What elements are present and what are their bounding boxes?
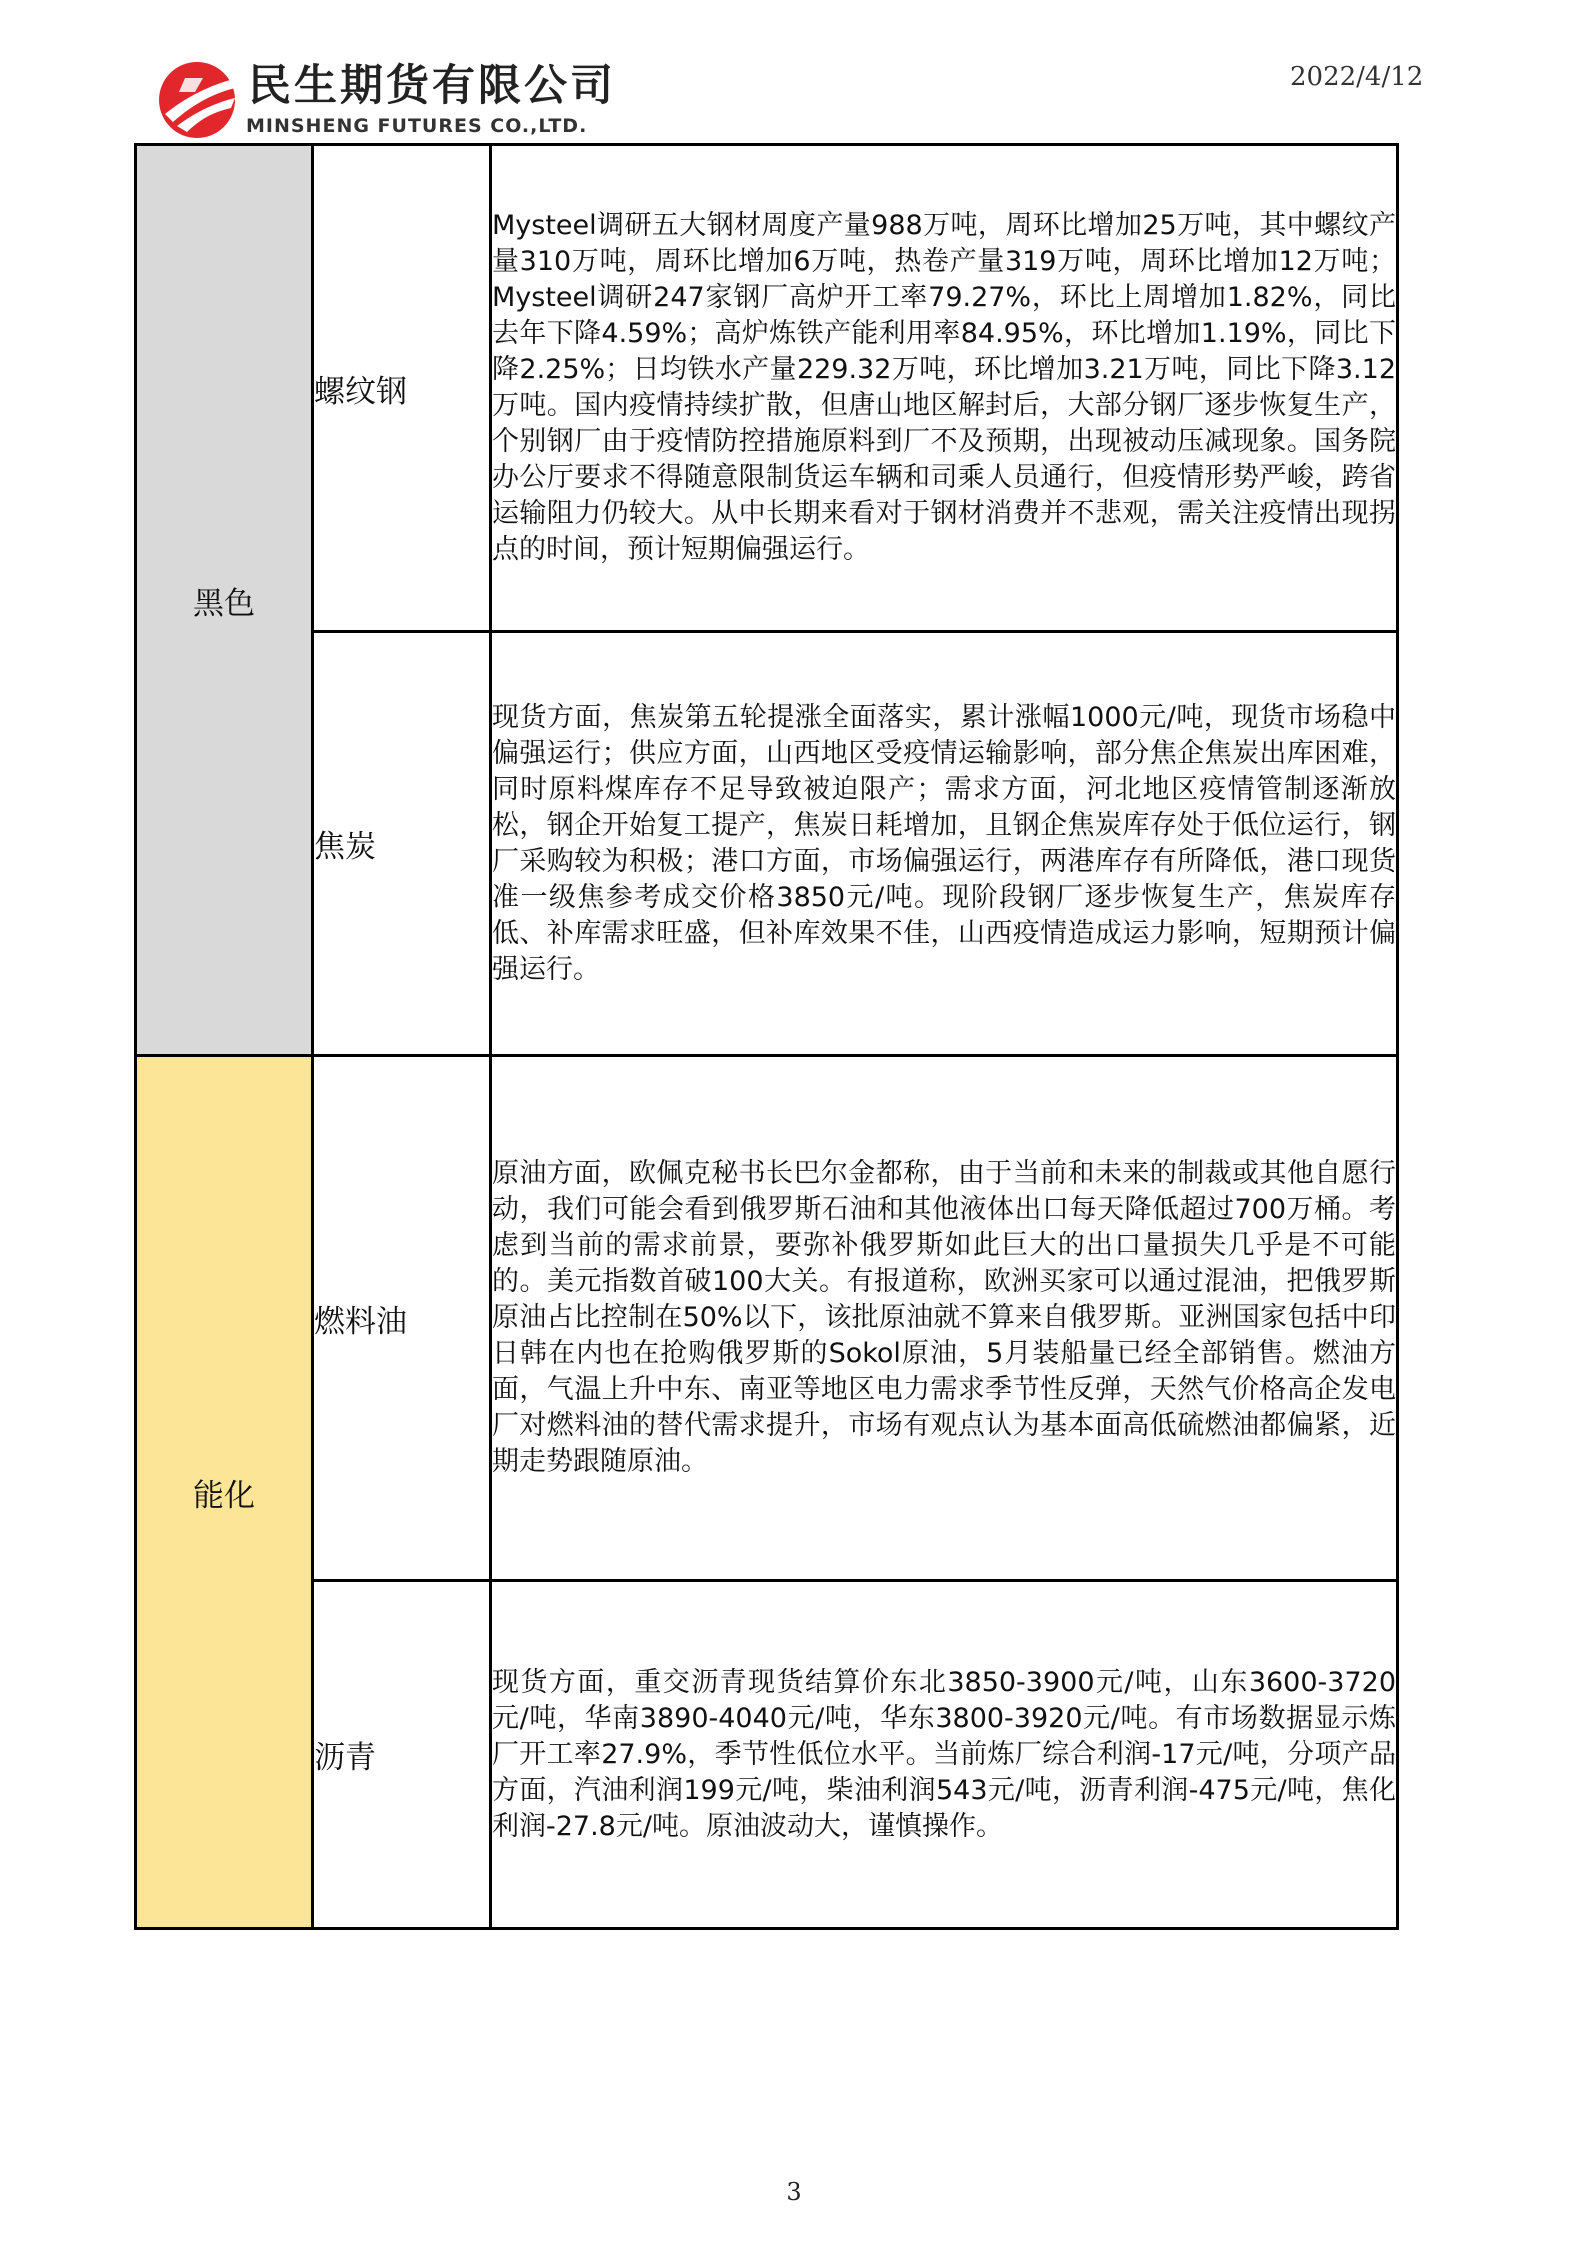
product-name: 螺纹钢 xyxy=(313,145,491,632)
commodity-report-table xyxy=(134,143,1399,1930)
product-analysis: 原油方面，欧佩克秘书长巴尔金都称，由于当前和未来的制裁或其他自愿行动，我们可能会看到俄罗斯石油和其他液体出口每天降低超过700万桶。考虑到当前的需求前景，要弥补俄罗斯如此巨大的出口量损失几乎是不可能的。美元指数首破100大关。有报道称，欧洲买家可以通过混油，把俄罗斯原油占比控制在50%以下，该批原油就不算来自俄罗斯。亚洲国家包括中印日韩在内也在抢购俄罗斯的Sokol原油，5月装船量已经全部销售。燃油方面，气温上升中东、南亚等地区电力需求季节性反弹，天然气价格高企发电厂对燃料油的替代需求提升，市场有观点认为基本面高低硫燃油都偏紧，近期走势跟随原油。 xyxy=(491,1056,1398,1581)
product-name: 燃料油 xyxy=(313,1056,491,1581)
product-name: 焦炭 xyxy=(313,632,491,1056)
table-row xyxy=(136,632,1398,1056)
page-number: 3 xyxy=(786,2178,802,2206)
page-header xyxy=(0,0,1588,140)
category-cell: 黑色 xyxy=(136,145,313,1056)
product-analysis: 现货方面，焦炭第五轮提涨全面落实，累计涨幅1000元/吨，现货市场稳中偏强运行；供应方面，山西地区受疫情运输影响，部分焦企焦炭出库困难，同时原料煤库存不足导致被迫限产；需求方面，河北地区疫情管制逐渐放松，钢企开始复工提产，焦炭日耗增加，且钢企焦炭库存处于低位运行，钢厂采购较为积极；港口方面，市场偏强运行，两港库存有所降低，港口现货准一级焦参考成交价格3850元/吨。现阶段钢厂逐步恢复生产，焦炭库存低、补库需求旺盛，但补库效果不佳，山西疫情造成运力影响，短期预计偏强运行。 xyxy=(491,632,1398,1056)
company-logo xyxy=(155,58,635,142)
minsheng-logo-icon xyxy=(155,58,243,142)
product-name: 沥青 xyxy=(313,1581,491,1929)
table-row xyxy=(136,145,1398,632)
table-row xyxy=(136,1581,1398,1929)
product-analysis: 现货方面，重交沥青现货结算价东北3850-3900元/吨，山东3600-3720元/吨，华南3890-4040元/吨，华东3800-3920元/吨。有市场数据显示炼厂开工率27.9%，季节性低位水平。当前炼厂综合利润-17元/吨，分项产品方面，汽油利润199元/吨，柴油利润543元/吨，沥青利润-475元/吨，焦化利润-27.8元/吨。原油波动大，谨慎操作。 xyxy=(491,1581,1398,1929)
table-row xyxy=(136,1056,1398,1581)
report-date: 2022/4/12 xyxy=(1290,62,1424,92)
category-cell: 能化 xyxy=(136,1056,313,1929)
product-analysis: Mysteel调研五大钢材周度产量988万吨，周环比增加25万吨，其中螺纹产量310万吨，周环比增加6万吨，热卷产量319万吨，周环比增加12万吨；Mysteel调研247家钢厂高炉开工率79.27%，环比上周增加1.82%，同比去年下降4.59%；高炉炼铁产能利用率84.95%，环比增加1.19%，同比下降2.25%；日均铁水产量229.32万吨，环比增加3.21万吨，同比下降3.12万吨。国内疫情持续扩散，但唐山地区解封后，大部分钢厂逐步恢复生产，个别钢厂由于疫情防控措施原料到厂不及预期，出现被动压减现象。国务院办公厅要求不得随意限制货运车辆和司乘人员通行，但疫情形势严峻，跨省运输阻力仍较大。从中长期来看对于钢材消费并不悲观，需关注疫情出现拐点的时间，预计短期偏强运行。 xyxy=(491,145,1398,632)
company-name-cn: 民生期货有限公司 xyxy=(248,61,616,111)
company-name-en: MINSHENG FUTURES CO.,LTD. xyxy=(246,115,588,137)
